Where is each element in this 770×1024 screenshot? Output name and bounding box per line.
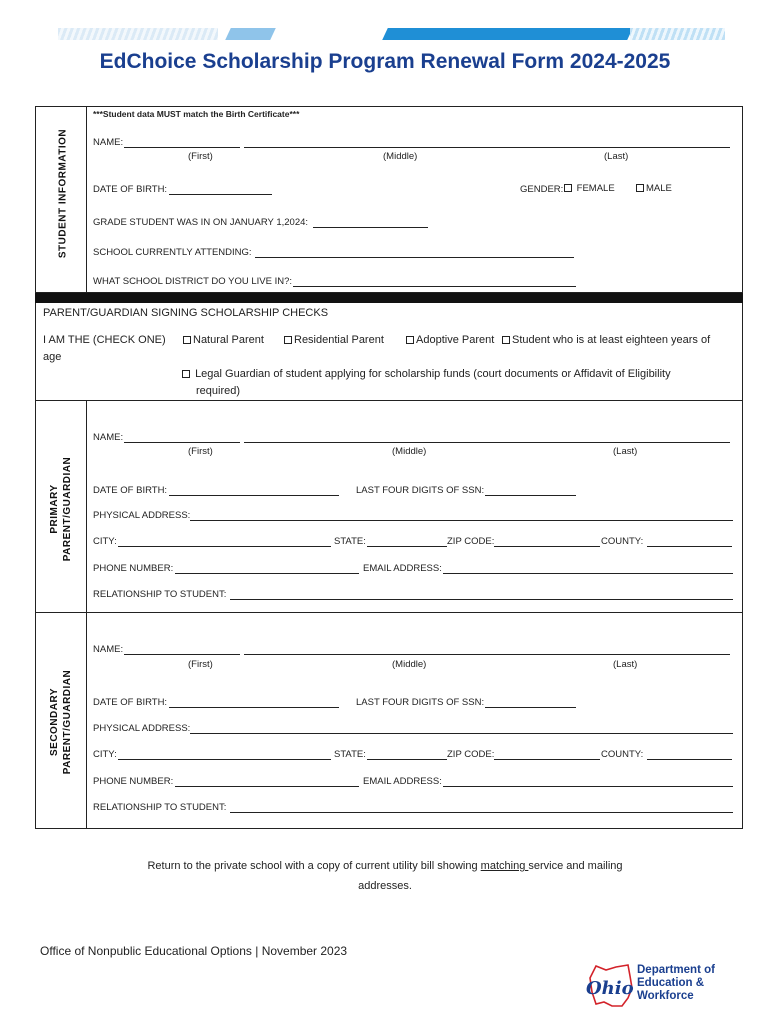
secondary-relationship-field[interactable] [230, 812, 733, 813]
legal-guardian-label-cont: required) [196, 385, 241, 397]
birth-certificate-notice: ***Student data MUST match the Birth Certificate*** [93, 109, 300, 119]
natural-parent-option[interactable] [183, 334, 264, 346]
secondary-county-field[interactable] [647, 759, 732, 760]
check-one-label: I AM THE (CHECK ONE) [43, 334, 166, 346]
district-label: WHAT SCHOOL DISTRICT DO YOU LIVE IN?: [93, 276, 293, 287]
primary-sublabel: PARENT/GUARDIAN [62, 456, 73, 562]
primary-phone-field[interactable] [175, 573, 359, 574]
primary-email-label: EMAIL ADDRESS: [363, 563, 442, 574]
residential-parent-option[interactable] [284, 334, 384, 346]
primary-middle-caption: (Middle) [392, 446, 427, 457]
secondary-email-label: EMAIL ADDRESS: [363, 776, 442, 787]
male-label: MALE [646, 183, 672, 194]
secondary-middle-caption: (Middle) [392, 659, 427, 670]
primary-dob-field[interactable] [169, 495, 339, 496]
primary-county-field[interactable] [647, 546, 732, 547]
male-option[interactable] [636, 183, 672, 194]
natural-parent-checkbox[interactable] [183, 336, 191, 344]
female-option[interactable] [564, 183, 615, 194]
secondary-email-field[interactable] [443, 786, 733, 787]
student-section-label: STUDENT INFORMATION [57, 128, 69, 259]
primary-section-label [48, 444, 74, 574]
parent-signing-section [35, 303, 743, 400]
secondary-city-field[interactable] [118, 759, 331, 760]
primary-email-field[interactable] [443, 573, 733, 574]
legal-guardian-checkbox[interactable] [182, 370, 190, 378]
primary-county-label: COUNTY: [601, 536, 644, 547]
school-label: SCHOOL CURRENTLY ATTENDING: [93, 247, 252, 258]
student-eighteen-checkbox[interactable] [502, 336, 510, 344]
secondary-address-label: PHYSICAL ADDRESS: [93, 723, 191, 734]
student-name-label: NAME: [93, 137, 124, 148]
secondary-dob-label: DATE OF BIRTH: [93, 697, 168, 708]
grade-field[interactable] [313, 227, 428, 228]
student-dob-label: DATE OF BIRTH: [93, 184, 168, 195]
student-name-rest-field[interactable] [244, 147, 730, 148]
school-field[interactable] [255, 257, 574, 258]
legal-guardian-option[interactable] [182, 368, 671, 380]
primary-name-label: NAME: [93, 432, 124, 443]
student-dob-field[interactable] [169, 194, 272, 195]
return-text-line2: addresses. [358, 880, 412, 892]
secondary-section-label [48, 657, 74, 787]
primary-zip-field[interactable] [494, 546, 600, 547]
primary-relationship-field[interactable] [230, 599, 733, 600]
student-last-caption: (Last) [604, 151, 629, 162]
parent-signing-heading: PARENT/GUARDIAN SIGNING SCHOLARSHIP CHECKS [43, 307, 329, 319]
district-field[interactable] [293, 286, 576, 287]
female-checkbox[interactable] [564, 184, 572, 192]
residential-parent-checkbox[interactable] [284, 336, 292, 344]
primary-address-label: PHYSICAL ADDRESS: [93, 510, 191, 521]
natural-parent-label: Natural Parent [193, 334, 264, 346]
matching-text: matching [480, 860, 529, 872]
secondary-name-first-field[interactable] [124, 654, 240, 655]
secondary-sublabel: PARENT/GUARDIAN [62, 669, 73, 775]
ohio-logo [582, 962, 732, 1010]
student-eighteen-label: Student who is at least eighteen years of [512, 334, 711, 346]
secondary-state-label: STATE: [334, 749, 366, 760]
primary-name-rest-field[interactable] [244, 442, 730, 443]
department-line1: Department of [637, 964, 715, 976]
primary-address-field[interactable] [190, 520, 733, 521]
male-checkbox[interactable] [636, 184, 644, 192]
student-middle-caption: (Middle) [383, 151, 418, 162]
primary-last-caption: (Last) [613, 446, 638, 457]
return-instructions [0, 856, 770, 896]
primary-phone-label: PHONE NUMBER: [93, 563, 174, 574]
page-title: EdChoice Scholarship Program Renewal Form 2024-2025 [99, 50, 671, 73]
primary-first-caption: (First) [188, 446, 213, 457]
student-name-first-field[interactable] [124, 147, 240, 148]
legal-guardian-label: Legal Guardian of student applying for scholarship funds (court documents or Affidavit of Eligibility [195, 368, 671, 380]
secondary-label: SECONDARY [49, 687, 60, 757]
primary-name-first-field[interactable] [124, 442, 240, 443]
student-gender-label: GENDER: [520, 184, 564, 195]
header-decoration [0, 28, 770, 42]
secondary-state-field[interactable] [367, 759, 447, 760]
student-section [35, 106, 743, 293]
ohio-state-icon [582, 962, 636, 1010]
age-label: age [43, 351, 62, 363]
primary-city-field[interactable] [118, 546, 331, 547]
primary-city-label: CITY: [93, 536, 117, 547]
primary-ssn-label: LAST FOUR DIGITS OF SSN: [356, 485, 485, 496]
primary-state-label: STATE: [334, 536, 366, 547]
primary-zip-label: ZIP CODE: [447, 536, 495, 547]
secondary-guardian-section [35, 613, 743, 829]
department-line3: Workforce [637, 990, 694, 1002]
office-footer: Office of Nonpublic Educational Options | November 2023 [40, 944, 348, 958]
secondary-first-caption: (First) [188, 659, 213, 670]
adoptive-parent-option[interactable] [406, 334, 494, 346]
primary-dob-label: DATE OF BIRTH: [93, 485, 168, 496]
primary-label: PRIMARY [49, 484, 60, 534]
primary-relationship-label: RELATIONSHIP TO STUDENT: [93, 589, 227, 600]
secondary-name-label: NAME: [93, 644, 124, 655]
adoptive-parent-checkbox[interactable] [406, 336, 414, 344]
section-separator [35, 293, 743, 303]
department-line2: Education & [637, 977, 705, 989]
ohio-wordmark: Ohio [586, 978, 634, 999]
secondary-city-label: CITY: [93, 749, 117, 760]
secondary-dob-field[interactable] [169, 707, 339, 708]
secondary-phone-field[interactable] [175, 786, 359, 787]
secondary-name-rest-field[interactable] [244, 654, 730, 655]
primary-guardian-section [35, 400, 743, 613]
secondary-phone-label: PHONE NUMBER: [93, 776, 174, 787]
student-eighteen-option[interactable] [502, 334, 710, 346]
residential-parent-label: Residential Parent [294, 334, 384, 346]
secondary-last-caption: (Last) [613, 659, 638, 670]
secondary-ssn-field[interactable] [485, 707, 576, 708]
female-label: FEMALE [576, 183, 615, 194]
primary-state-field[interactable] [367, 546, 447, 547]
return-text: Return to the private school with a copy of current utility bill showing [147, 860, 481, 872]
secondary-address-field[interactable] [190, 733, 733, 734]
return-text-end: service and mailing [528, 860, 623, 872]
department-name [637, 964, 715, 1003]
student-first-caption: (First) [188, 151, 213, 162]
primary-ssn-field[interactable] [485, 495, 576, 496]
secondary-relationship-label: RELATIONSHIP TO STUDENT: [93, 802, 227, 813]
secondary-county-label: COUNTY: [601, 749, 644, 760]
grade-label: GRADE STUDENT WAS IN ON JANUARY 1,2024: [93, 217, 309, 228]
secondary-zip-label: ZIP CODE: [447, 749, 495, 760]
adoptive-parent-label: Adoptive Parent [416, 334, 495, 346]
secondary-ssn-label: LAST FOUR DIGITS OF SSN: [356, 697, 485, 708]
secondary-zip-field[interactable] [494, 759, 600, 760]
